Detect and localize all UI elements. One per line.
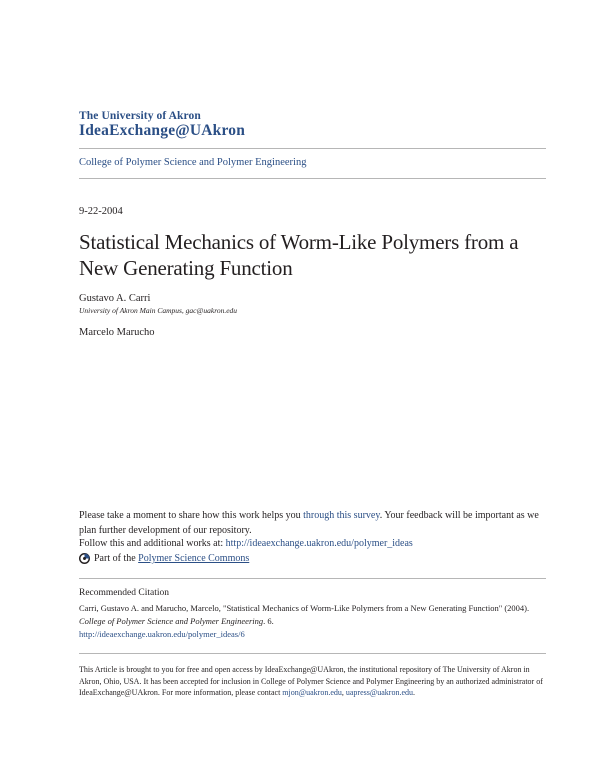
survey-link[interactable]: through this survey <box>303 510 380 521</box>
footer-notice <box>79 664 547 699</box>
university-name: The University of Akron <box>79 110 201 122</box>
author-name: Gustavo A. Carri <box>79 293 151 304</box>
citation-journal: College of Polymer Science and Polymer Engineering <box>79 616 264 626</box>
author-affiliation: University of Akron Main Campus, gac@uakron.edu <box>79 306 238 315</box>
survey-prefix: Please take a moment to share how this work helps you <box>79 510 304 521</box>
footer-end: . <box>413 688 415 697</box>
author-name: Marcelo Marucho <box>79 327 155 338</box>
contact-email-link[interactable]: mjon@uakron.edu <box>282 688 342 697</box>
footer-text: This Article is brought to you for free and open access by IdeaExchange@UAkron, the institutional repository of The University of Akron in Akron, Ohio, USA. It has been accepted for inclusion in College of Polymer Science and Polymer Engineering by an authorized administrator of IdeaExchange@UAkron. For more information, please contact <box>79 665 543 697</box>
survey-paragraph <box>79 509 549 538</box>
commons-link[interactable]: Polymer Science Commons <box>138 553 250 564</box>
follow-line <box>79 537 549 552</box>
citation-url[interactable]: http://ideaexchange.uakron.edu/polymer_ideas/6 <box>79 629 245 639</box>
survey-suffix: . Your feedback will be important as we plan further development of our repository. <box>79 510 539 536</box>
citation-heading: Recommended Citation <box>79 588 169 598</box>
citation-divider-top <box>79 578 546 579</box>
citation-body: Carri, Gustavo A. and Marucho, Marcelo, "Statistical Mechanics of Worm-Like Polymers from a New Generating Function" (2004). <box>79 603 530 613</box>
follow-prefix: Follow this and additional works at: <box>79 538 226 549</box>
footer-separator: , <box>341 688 346 697</box>
publication-date: 9-22-2004 <box>79 206 123 217</box>
article-title: Statistical Mechanics of Worm-Like Polymers from a New Generating Function <box>79 230 519 280</box>
citation-divider-bottom <box>79 653 546 654</box>
open-access-icon <box>79 553 90 564</box>
college-link[interactable]: College of Polymer Science and Polymer Engineering <box>79 157 307 168</box>
repository-name[interactable]: IdeaExchange@UAkron <box>79 122 246 139</box>
commons-line <box>79 553 249 564</box>
header-divider-top <box>79 148 546 149</box>
collection-link[interactable]: http://ideaexchange.uakron.edu/polymer_ideas <box>225 538 413 549</box>
citation-number: . 6. <box>263 616 274 626</box>
header-divider-bottom <box>79 178 546 179</box>
contact-email-link[interactable]: uapress@uakron.edu <box>345 688 413 697</box>
citation-text <box>79 602 547 641</box>
commons-prefix: Part of the <box>94 553 136 564</box>
